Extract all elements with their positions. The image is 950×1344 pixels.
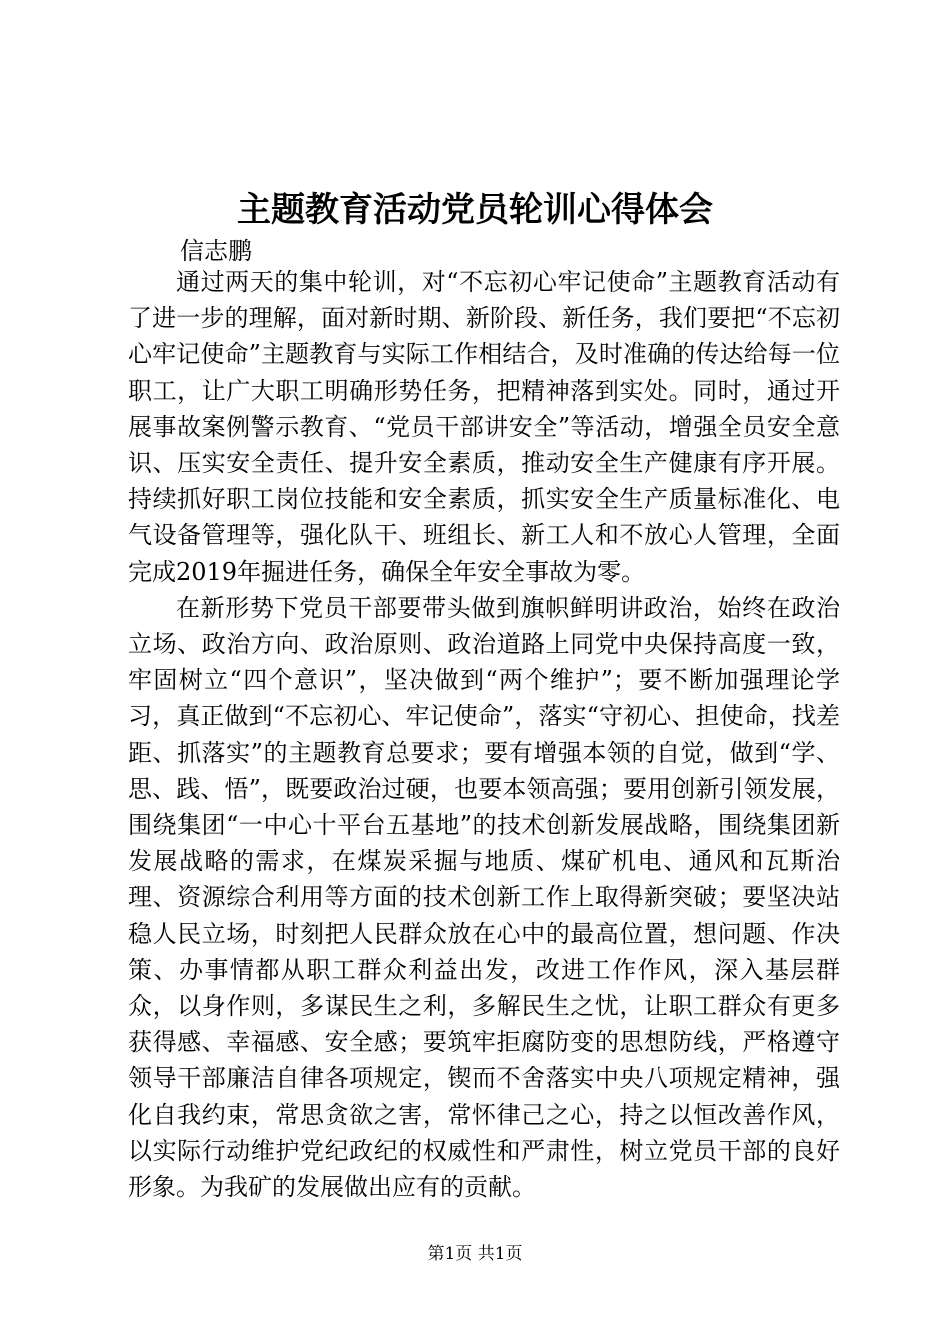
body-paragraph-2: 在新形势下党员干部要带头做到旗帜鲜明讲政治，始终在政治立场、政治方向、政治原则、政治道路上同党中央保持高度一致，牢固树立“四个意识”，坚决做到“两个维护”；要不断加强理论学习，真正做到“不忘初心、牢记使命”，落实“守初心、担使命，找差距、抓落实”的主题教育总要求；要有增强本领的自觉，做到“学、思、践、悟”，既要政治过硬，也要本领高强；要用创新引领发展，围绕集团“一中心十平台五基地”的技术创新发展战略，围绕集团新发展战略的需求，在煤炭采掘与地质、煤矿机电、通风和瓦斯治理、资源综合利用等方面的技术创新工作上取得新突破；要坚决站稳人民立场，时刻把人民群众放在心中的最高位置，想问题、作决策、办事情都从职工群众利益出发，改进工作作风，深入基层群众，以身作则，多谋民生之利，多解民生之忧，让职工群众有更多获得感、幸福感、安全感；要筑牢拒腐防变的思想防线，严格遵守领导干部廉洁自律各项规定，锲而不舍落实中央八项规定精神，强化自我约束，常思贪欲之害，常怀律己之心，持之以恒改善作风，以实际行动维护党纪政纪的权威性和严肃性，树立党员干部的良好形象。为我矿的发展做出应有的贡献。 [128, 593, 840, 1202]
author-name: 信志鹏 [180, 237, 252, 265]
document-body [128, 264, 840, 1205]
page-footer [0, 1239, 950, 1269]
document-title: 主题教育活动党员轮训心得体会 [237, 190, 713, 230]
total-pages: 共1页 [477, 1244, 523, 1264]
body-paragraph-1: 通过两天的集中轮训，对“不忘初心牢记使命”主题教育活动有了进一步的理解，面对新时期、新阶段、新任务，我们要把“不忘初心牢记使命”主题教育与实际工作相结合，及时准确的传达给每一位职工，让广大职工明确形势任务，把精神落到实处。同时，通过开展事故案例警示教育、“党员干部讲安全”等活动，增强全员安全意识、压实安全责任、提升安全素质，推动安全生产健康有序开展。持续抓好职工岗位技能和安全素质，抓实安全生产质量标准化、电气设备管理等，强化队干、班组长、新工人和不放心人管理，全面完成2019年掘进任务，确保全年安全事故为零。 [128, 268, 840, 586]
page-number: 第1页 [427, 1244, 473, 1264]
